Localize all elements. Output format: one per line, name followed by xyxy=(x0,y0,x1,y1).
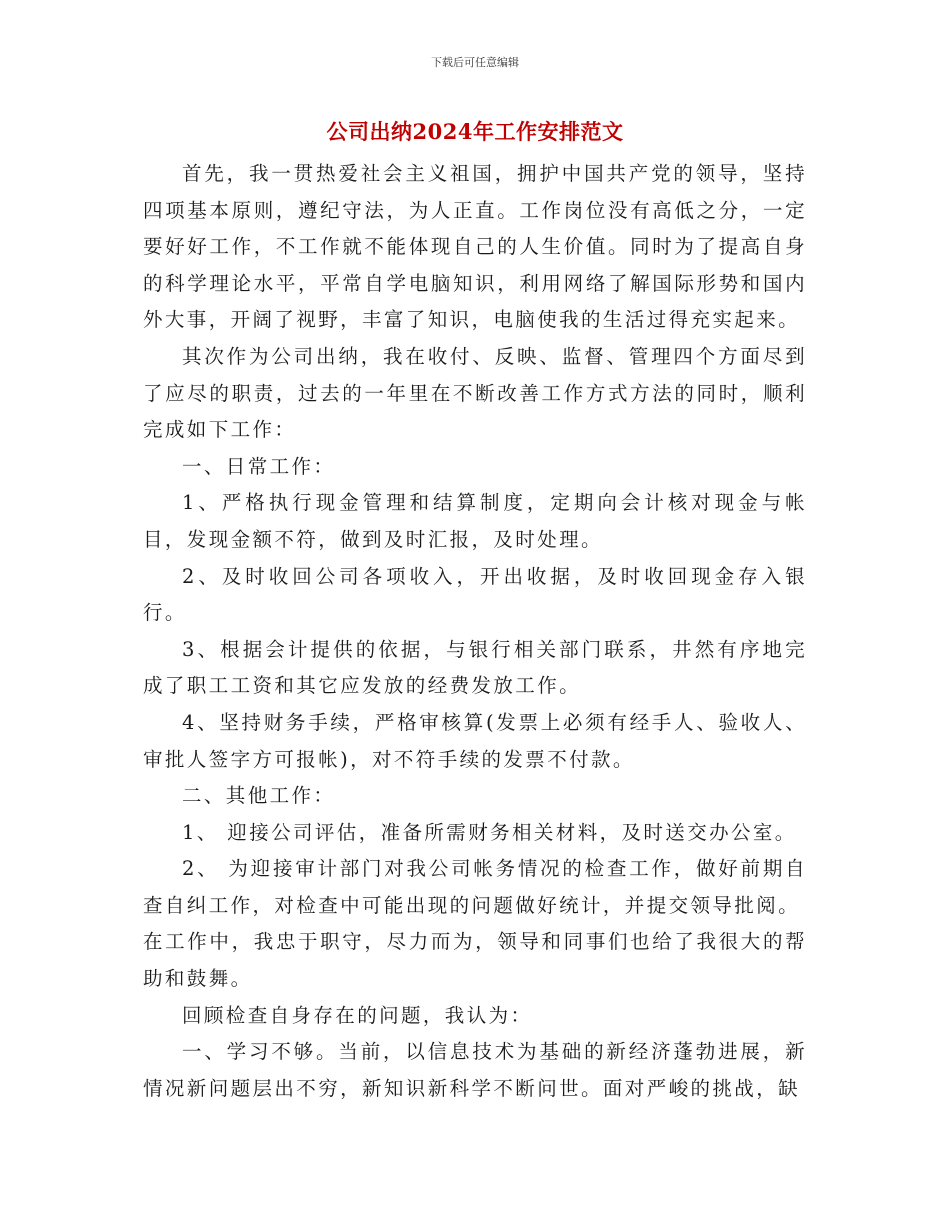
paragraph: 一、学习不够。当前，以信息技术为基础的新经济蓬勃进展，新情况新问题层出不穷，新知识新科学不断问世。面对严峻的挑战，缺 xyxy=(143,1040,807,1100)
page-header: 下载后可任意编辑 xyxy=(431,56,519,69)
list-item: 2、及时收回公司各项收入，开出收据，及时收回现金存入银行。 xyxy=(143,564,807,625)
section-heading: 二、其他工作： xyxy=(182,784,336,808)
paragraph: 在工作中，我忠于职守，尽力而为，领导和同事们也给了我很大的帮助和鼓舞。 xyxy=(143,930,807,991)
document-title: 公司出纳2024年工作安排范文 xyxy=(326,119,624,144)
list-item: 2、 为迎接审计部门对我公司帐务情况的检查工作，做好前期自查自纠工作，对检查中可能出现的问题做好统计，并提交领导批阅。 xyxy=(143,857,807,917)
paragraph: 回顾检查自身存在的问题，我认为： xyxy=(182,1003,533,1027)
list-item: 1、 迎接公司评估，准备所需财务相关材料，及时送交办公室。 xyxy=(182,820,797,844)
paragraph: 首先，我一贯热爱社会主义祖国，拥护中国共产党的领导，坚持四项基本原则，遵纪守法，为人正直。工作岗位没有高低之分，一定要好好工作，不工作就不能体现自己的人生价值。同时为了提高自身的科学理论水平，平常自学电脑知识，利用网络了解国际形势和国内外大事，开阔了视野，丰富了知识，电脑使我的生活过得充实起来。 xyxy=(143,162,807,332)
list-item: 1、严格执行现金管理和结算制度，定期向会计核对现金与帐目，发现金额不符，做到及时汇报，及时处理。 xyxy=(143,491,807,551)
list-item: 4、坚持财务手续，严格审核算(发票上必须有经手人、验收人、审批人签字方可报帐)，对不符手续的发票不付款。 xyxy=(143,710,807,771)
section-heading: 一、日常工作： xyxy=(182,454,336,478)
document-body xyxy=(143,156,807,1107)
list-item: 3、根据会计提供的依据，与银行相关部门联系，井然有序地完成了职工工资和其它应发放的经费发放工作。 xyxy=(143,637,807,698)
paragraph: 其次作为公司出纳，我在收付、反映、监督、管理四个方面尽到了应尽的职责，过去的一年里在不断改善工作方式方法的同时，顺利完成如下工作： xyxy=(143,344,807,442)
